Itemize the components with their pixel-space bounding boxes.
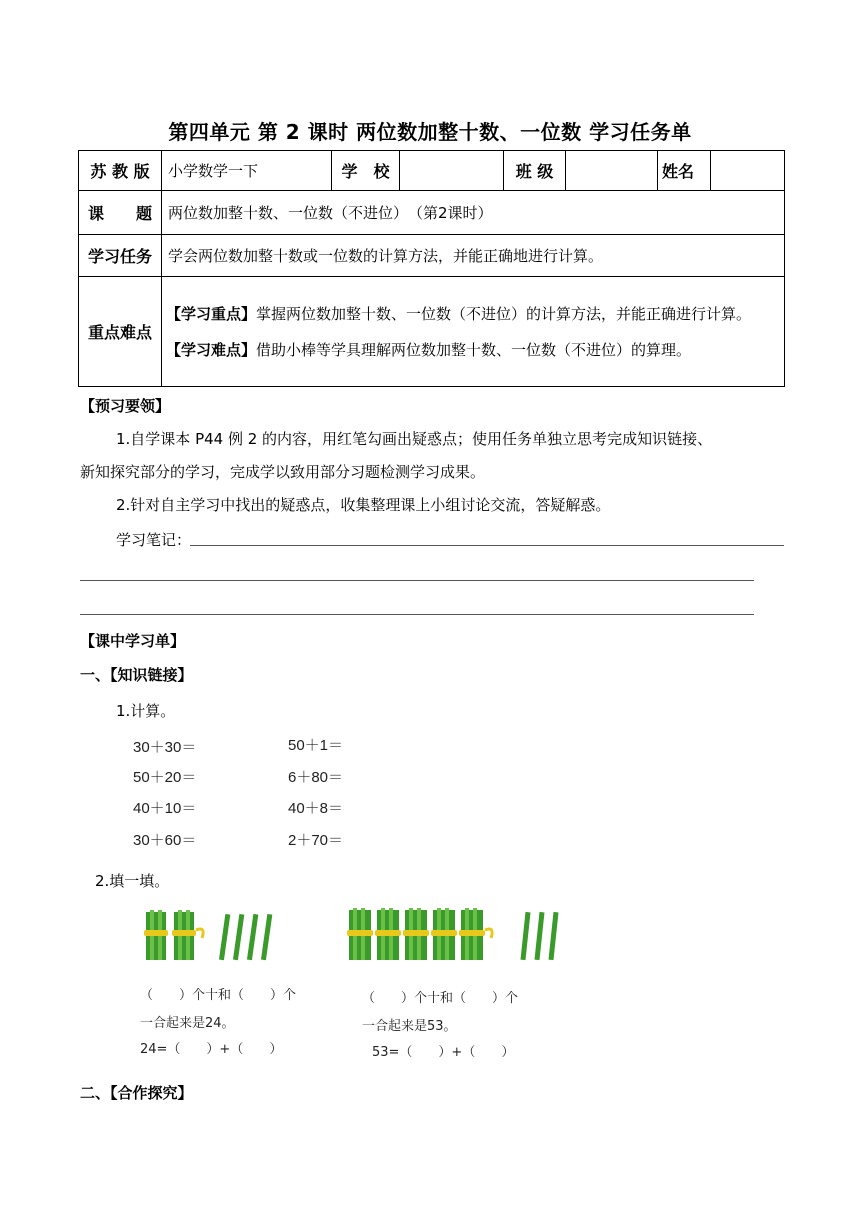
calc-left-3: 40＋10＝ — [133, 800, 197, 817]
key-point-text: 掌握两位数加整十数、一位数（不进位）的计算方法，并能正确进行计算。 — [256, 304, 752, 323]
fill-right-line3: 53=（ ）+（ ） — [372, 1045, 515, 1060]
sticks-53-icon — [345, 906, 570, 964]
name-field[interactable] — [711, 151, 785, 191]
bundle-icon — [172, 910, 203, 960]
sticks-24-icon — [140, 908, 280, 964]
fill-left-line3: 24=（ ）+（ ） — [140, 1042, 283, 1057]
part2-heading: 二、【合作探究】 — [80, 1084, 193, 1102]
notes-line-2[interactable] — [80, 580, 754, 581]
topic-value: 两位数加整十数、一位数（不进位） （第2课时） — [162, 191, 785, 235]
calc-right-1: 50＋1＝ — [288, 737, 344, 754]
notes-line-3[interactable] — [80, 614, 754, 615]
page-title: 第四单元 第 2 课时 两位数加整十数、一位数 学习任务单 — [168, 120, 692, 144]
fill-left-line2: 一合起来是24。 — [140, 1016, 235, 1031]
preview-item1-line1: 1.自学课本 P44 例 2 的内容，用红笔勾画出疑惑点；使用任务单独立思考完成知识链接、 — [116, 430, 713, 448]
notes-line-1[interactable] — [190, 545, 784, 546]
q2-label: 2.填一填。 — [95, 872, 170, 890]
key-points — [162, 277, 785, 387]
difficulty-text: 借助小棒等学具理解两位数加整十数、一位数（不进位）的算理。 — [256, 340, 692, 359]
calc-right-4: 2＋70＝ — [288, 832, 344, 849]
single-sticks-icon — [521, 912, 559, 960]
calc-right-2: 6＋80＝ — [288, 769, 344, 786]
bundle-icon — [144, 910, 168, 960]
class-heading: 【课中学习单】 — [80, 632, 186, 650]
school-field[interactable] — [400, 151, 504, 191]
preview-heading: 【预习要领】 — [80, 397, 171, 415]
bundle-icon — [431, 908, 457, 960]
fill-left-line1: （ ）个十和（ ）个 — [140, 988, 297, 1003]
task-label: 学习任务 — [79, 235, 162, 277]
bundle-icon — [347, 908, 373, 960]
topic-label: 课 题 — [79, 191, 162, 235]
fill-right-line1: （ ）个十和（ ）个 — [362, 991, 519, 1006]
task-value: 学会两位数加整十数或一位数的计算方法，并能正确地进行计算。 — [162, 235, 785, 277]
single-sticks-icon — [219, 914, 272, 960]
q1-label: 1.计算。 — [116, 702, 176, 720]
calc-left-2: 50＋20＝ — [133, 769, 197, 786]
class-label: 班 级 — [504, 151, 566, 191]
calc-left-1: 30＋30＝ — [133, 739, 197, 756]
edition-label: 苏 教 版 — [79, 151, 162, 191]
name-label: 姓名 — [658, 151, 711, 191]
bundle-icon — [459, 908, 492, 960]
part1-heading: 一、【知识链接】 — [80, 666, 193, 684]
key-point-tag: 【学习重点】 — [166, 304, 257, 323]
calc-left-4: 30＋60＝ — [133, 832, 197, 849]
bundle-icon — [375, 908, 401, 960]
edition-value: 小学数学一下 — [162, 151, 332, 191]
notes-label: 学习笔记： — [116, 531, 192, 549]
class-field[interactable] — [566, 151, 658, 191]
fill-right-line2: 一合起来是53。 — [362, 1019, 457, 1034]
bundle-icon — [403, 908, 429, 960]
difficulty-tag: 【学习难点】 — [166, 340, 257, 359]
key-label: 重点难点 — [79, 277, 162, 387]
school-label: 学 校 — [332, 151, 400, 191]
preview-item2: 2.针对自主学习中找出的疑惑点，收集整理课上小组讨论交流，答疑解惑。 — [116, 496, 611, 514]
calc-right-3: 40＋8＝ — [288, 800, 344, 817]
preview-item1-line2: 新知探究部分的学习，完成学以致用部分习题检测学习成果。 — [80, 463, 486, 481]
info-table — [78, 150, 785, 387]
